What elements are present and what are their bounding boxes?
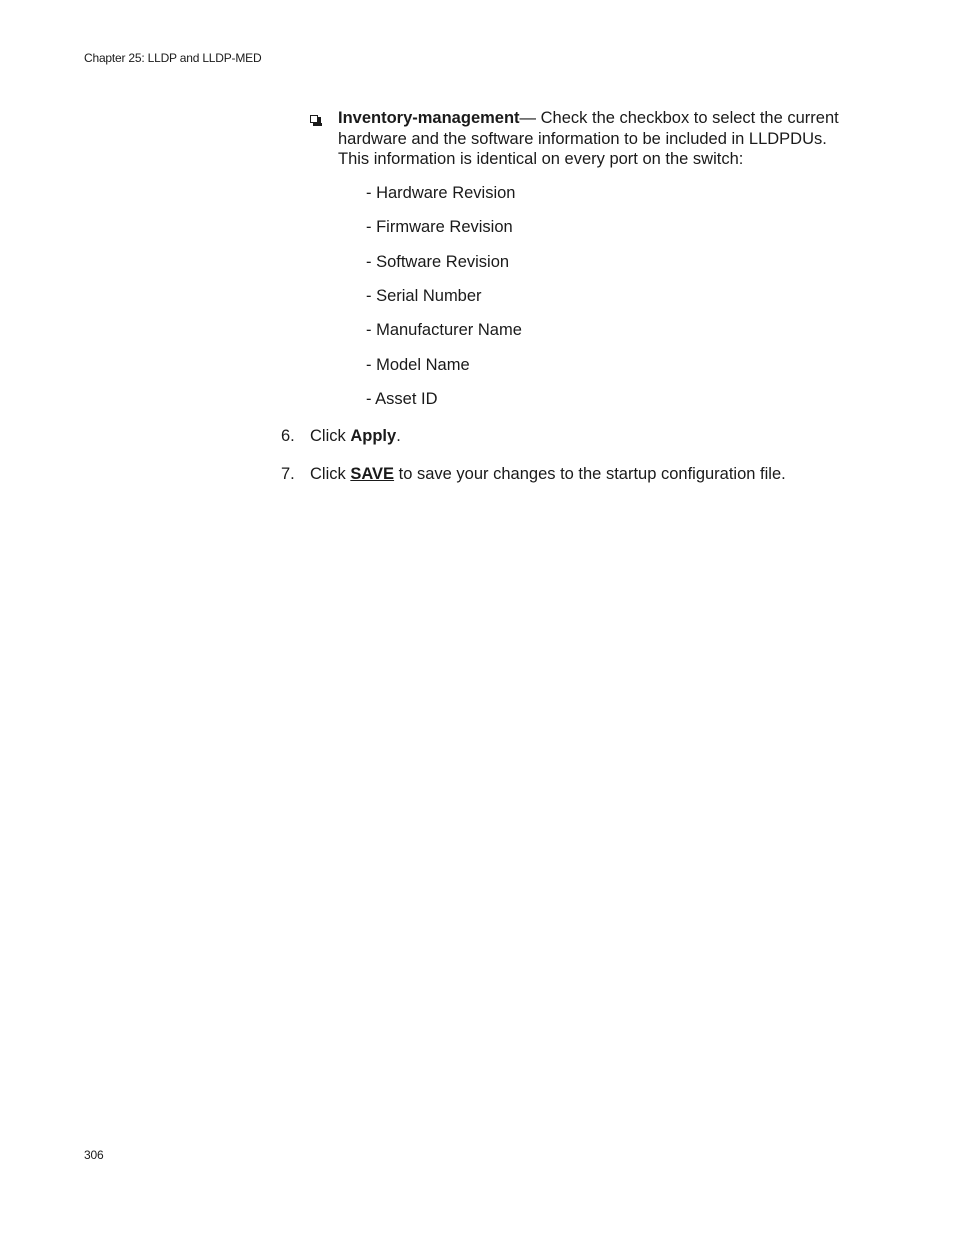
save-keyword: SAVE [350,465,395,483]
list-item: - Model Name [366,356,470,374]
step-7 [281,464,786,484]
bullet-term: Inventory-management [338,109,520,127]
running-header: Chapter 25: LLDP and LLDP-MED [84,51,262,65]
list-item: - Hardware Revision [366,184,516,202]
step-prefix: Click [310,427,351,445]
page-number: 306 [84,1148,104,1162]
list-item: - Firmware Revision [366,218,513,236]
step-6 [281,426,401,446]
checkbox-bullet-icon [310,115,318,123]
step-prefix: Click [310,465,351,483]
apply-keyword: Apply [350,427,397,445]
list-item: - Serial Number [366,287,482,305]
step-suffix: to save your changes to the startup configuration file. [394,465,786,483]
list-item: - Manufacturer Name [366,321,522,339]
list-item: - Software Revision [366,253,510,271]
bullet-description: — Check the checkbox to select the current hardware and the software information to be included in LLDPDUs. This information is identical on every port on the switch: [338,109,839,168]
bullet-text [338,108,858,170]
step-number: 6. [281,427,295,445]
list-item: - Asset ID [366,390,438,408]
step-suffix: . [396,427,401,445]
step-number: 7. [281,465,295,483]
